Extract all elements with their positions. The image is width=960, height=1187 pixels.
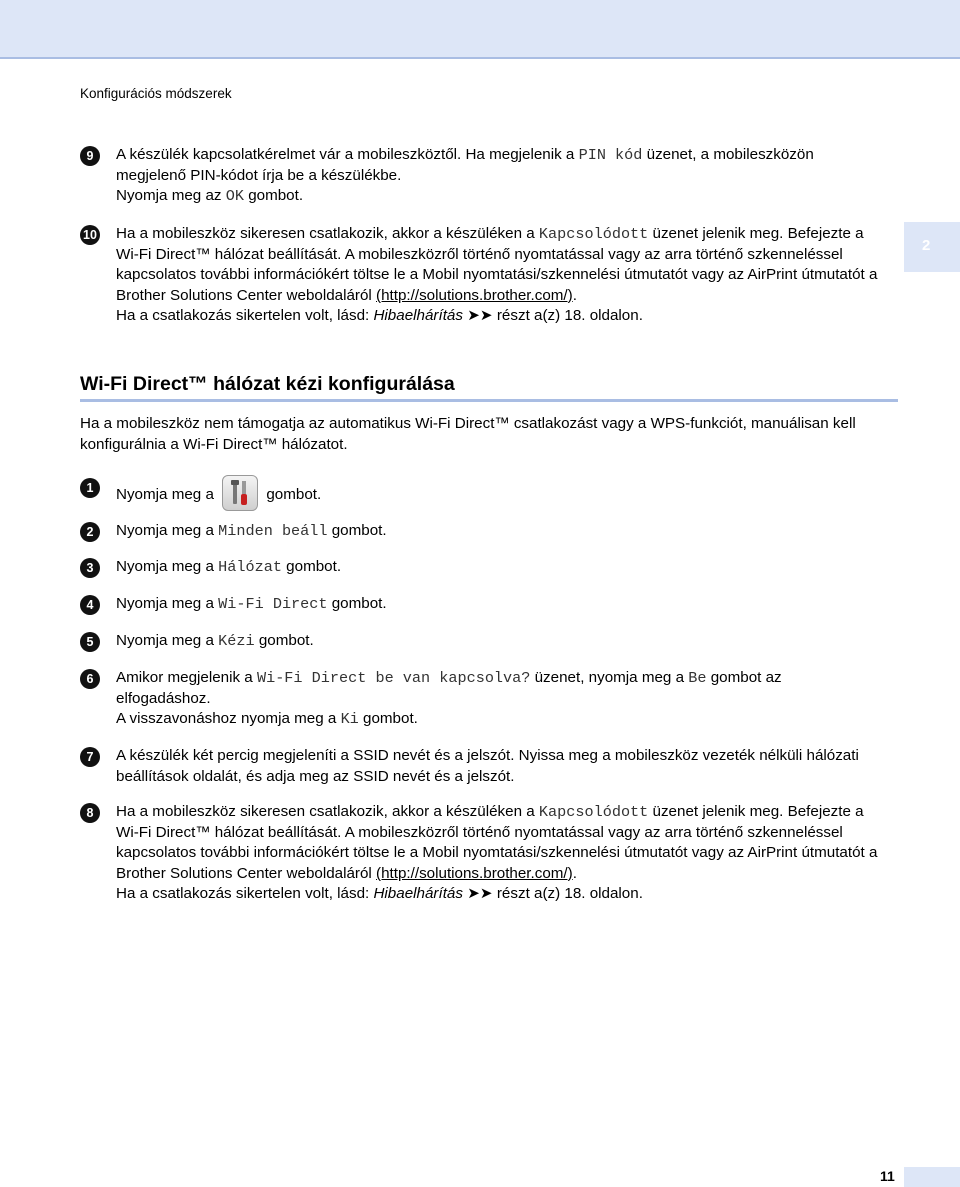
step-number-badge: 1 bbox=[80, 478, 100, 498]
step-number-badge: 9 bbox=[80, 146, 100, 166]
lcd-message: Wi-Fi Direct be van kapcsolva? bbox=[256, 669, 531, 687]
tools-icon bbox=[222, 475, 258, 511]
lcd-message: Kapcsolódott bbox=[538, 803, 649, 821]
step-text: Amikor megjelenik a Wi-Fi Direct be van kapcsolva? üzenet, nyomja meg a Be gombot az elfogadáshoz. A visszavonáshoz nyomja meg a Ki gombot. bbox=[116, 669, 782, 729]
step-text: Nyomja meg a Hálózat gombot. bbox=[116, 558, 342, 576]
header-band bbox=[0, 0, 960, 59]
step-8 bbox=[80, 802, 880, 905]
step-3 bbox=[80, 557, 880, 578]
button-name: Ki bbox=[340, 710, 359, 729]
step-text: Nyomja meg a Wi-Fi Direct gombot. bbox=[116, 595, 387, 613]
button-name: Be bbox=[688, 669, 707, 687]
step-number-badge: 8 bbox=[80, 803, 100, 823]
section-title: Wi-Fi Direct™ hálózat kézi konfigurálása bbox=[80, 373, 455, 395]
step-7 bbox=[80, 746, 880, 787]
section-intro: Ha a mobileszköz nem támogatja az automatikus Wi-Fi Direct™ csatlakozást vagy a WPS-funkciót, manuálisan kell konfigurálnia a Wi-Fi Direct™ hálózatot. bbox=[80, 415, 856, 453]
step-number-badge: 2 bbox=[80, 522, 100, 542]
step-5 bbox=[80, 631, 880, 652]
running-title: Konfigurációs módszerek bbox=[80, 86, 232, 101]
button-name: OK bbox=[225, 187, 244, 206]
troubleshooting-reference[interactable]: Hibaelhárítás bbox=[373, 307, 463, 325]
chapter-tab bbox=[904, 222, 960, 272]
lcd-message: Kapcsolódott bbox=[538, 225, 649, 243]
step-text: A készülék kapcsolatkérelmet vár a mobileszköztől. Ha megjelenik a PIN kód üzenet, a mobileszközön megjelenő PIN-kódot írja be a készülékbe. Nyomja meg az OK gombot. bbox=[116, 146, 814, 206]
step-text: A készülék két percig megjeleníti a SSID nevét és a jelszót. Nyissa meg a mobileszköz vezeték nélküli hálózati beállítások oldalát, és adja meg az SSID nevét és a jelszót. bbox=[116, 747, 859, 785]
button-name: Wi-Fi Direct bbox=[218, 595, 328, 613]
step-number-badge: 7 bbox=[80, 747, 100, 767]
lcd-message: PIN kód bbox=[578, 146, 643, 164]
step-number-badge: 6 bbox=[80, 669, 100, 689]
button-name: Minden beáll bbox=[218, 522, 328, 540]
footer-tab bbox=[904, 1167, 960, 1187]
step-number-badge: 10 bbox=[80, 225, 100, 245]
step-2 bbox=[80, 521, 880, 542]
step-number-badge: 3 bbox=[80, 558, 100, 578]
step-6 bbox=[80, 668, 880, 730]
step-text: Ha a mobileszköz sikeresen csatlakozik, akkor a készüléken a Kapcsolódott üzenet jelenik meg. Befejezte a Wi-Fi Direct™ hálózat beállítását. A mobileszközről történő nyomtatással vagy az arra történő szkenneléssel kapcsolatos további információkért töltse le a Mobil nyomtatási/szkennelési útmutatót vagy az AirPrint útmutatót a Brother Solutions Center weboldaláról (http://solutions.brother.com/). Ha a csatlakozás sikertelen volt, lásd: Hibaelhárítás ➤➤ részt a(z) 18. oldalon. bbox=[116, 225, 878, 325]
step-10 bbox=[80, 224, 880, 327]
step-4 bbox=[80, 594, 880, 615]
step-text: Nyomja meg a Minden beáll gombot. bbox=[116, 522, 387, 540]
step-9 bbox=[80, 145, 880, 207]
step-1 bbox=[80, 477, 880, 513]
section-divider bbox=[80, 399, 898, 402]
double-arrow-icon: ➤➤ bbox=[467, 307, 493, 325]
solutions-link[interactable]: (http://solutions.brother.com/) bbox=[376, 286, 573, 304]
step-text: Nyomja meg a Kézi gombot. bbox=[116, 632, 314, 650]
double-arrow-icon: ➤➤ bbox=[467, 885, 493, 903]
chapter-number: 2 bbox=[922, 237, 931, 254]
page-number: 11 bbox=[880, 1168, 895, 1184]
step-text: Ha a mobileszköz sikeresen csatlakozik, akkor a készüléken a Kapcsolódott üzenet jelenik meg. Befejezte a Wi-Fi Direct™ hálózat beállítását. A mobileszközről történő nyomtatással vagy az arra történő szkenneléssel kapcsolatos további információkért töltse le a Mobil nyomtatási/szkennelési útmutatót vagy az AirPrint útmutatót a Brother Solutions Center weboldaláról (http://solutions.brother.com/). Ha a csatlakozás sikertelen volt, lásd: Hibaelhárítás ➤➤ részt a(z) 18. oldalon. bbox=[116, 803, 878, 903]
step-number-badge: 4 bbox=[80, 595, 100, 615]
step-number-badge: 5 bbox=[80, 632, 100, 652]
solutions-link[interactable]: (http://solutions.brother.com/) bbox=[376, 864, 573, 882]
step-text: Nyomja meg a gombot. bbox=[116, 477, 880, 513]
button-name: Kézi bbox=[218, 632, 255, 650]
troubleshooting-reference[interactable]: Hibaelhárítás bbox=[373, 885, 463, 903]
button-name: Hálózat bbox=[218, 558, 282, 576]
